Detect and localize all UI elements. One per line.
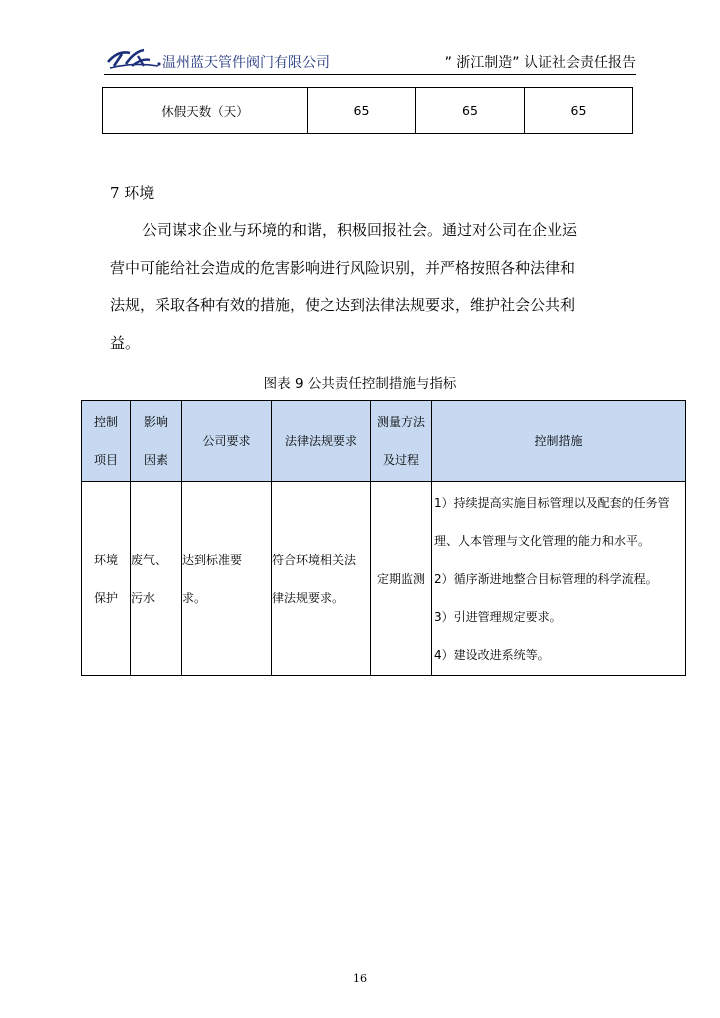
measure-item: 4）建设改进系统等。	[434, 647, 550, 662]
holiday-days-label: 休假天数（天）	[103, 88, 308, 134]
company-logo-icon	[104, 44, 164, 70]
section-title: 7 环境	[110, 184, 155, 202]
report-title: ” 浙江制造” 认证社会责任报告	[444, 55, 636, 71]
page-number: 16	[353, 972, 367, 985]
holiday-days-value: 65	[525, 88, 633, 134]
measure-item: 3）引进管理规定要求。	[434, 609, 562, 624]
holiday-days-value: 65	[308, 88, 416, 134]
cell-control-item: 环境 保护	[82, 482, 131, 676]
header-divider	[104, 74, 636, 75]
cell-control-measures	[432, 482, 686, 676]
table-row	[103, 88, 633, 134]
paragraph-line: 公司谋求企业与环境的和谐，积极回报社会。通过对公司在企业运	[142, 221, 578, 239]
section-paragraph	[110, 212, 636, 362]
cell-impact-factor: 废气、 污水	[131, 482, 182, 676]
holiday-days-value: 65	[416, 88, 525, 134]
header-measurement-method: 测量方法 及过程	[371, 401, 432, 482]
header-impact-factor: 影响 因素	[131, 401, 182, 482]
paragraph-line: 法规，采取各种有效的措施，使之达到法律法规要求，维护社会公共利	[110, 296, 576, 314]
cell-legal-requirement: 符合环境相关法 律法规要求。	[272, 482, 371, 676]
holiday-table	[102, 87, 633, 134]
paragraph-line: 益。	[110, 333, 141, 352]
measure-item: 理、人本管理与文化管理的能力和水平。	[434, 533, 651, 548]
cell-company-requirement: 达到标准要 求。	[182, 482, 272, 676]
header-company-requirement: 公司要求	[182, 401, 272, 482]
table-header-row	[82, 401, 686, 482]
header-control-item: 控制 项目	[82, 401, 131, 482]
company-name: 温州蓝天管件阀门有限公司	[162, 55, 330, 71]
header-control-measures: 控制措施	[432, 401, 686, 482]
measure-item: 1）持续提高实施目标管理以及配套的任务管	[434, 495, 670, 510]
header-legal-requirement: 法律法规要求	[272, 401, 371, 482]
page-header	[104, 44, 636, 74]
paragraph-line: 营中可能给社会造成的危害影响进行风险识别，并严格按照各种法律和	[110, 258, 576, 277]
cell-measurement-method: 定期监测	[371, 482, 432, 676]
public-responsibility-table	[81, 400, 686, 676]
table-caption: 图表 9 公共责任控制措施与指标	[263, 376, 457, 392]
measure-item: 2）循序渐进地整合目标管理的科学流程。	[434, 571, 658, 586]
table-row	[82, 482, 686, 676]
